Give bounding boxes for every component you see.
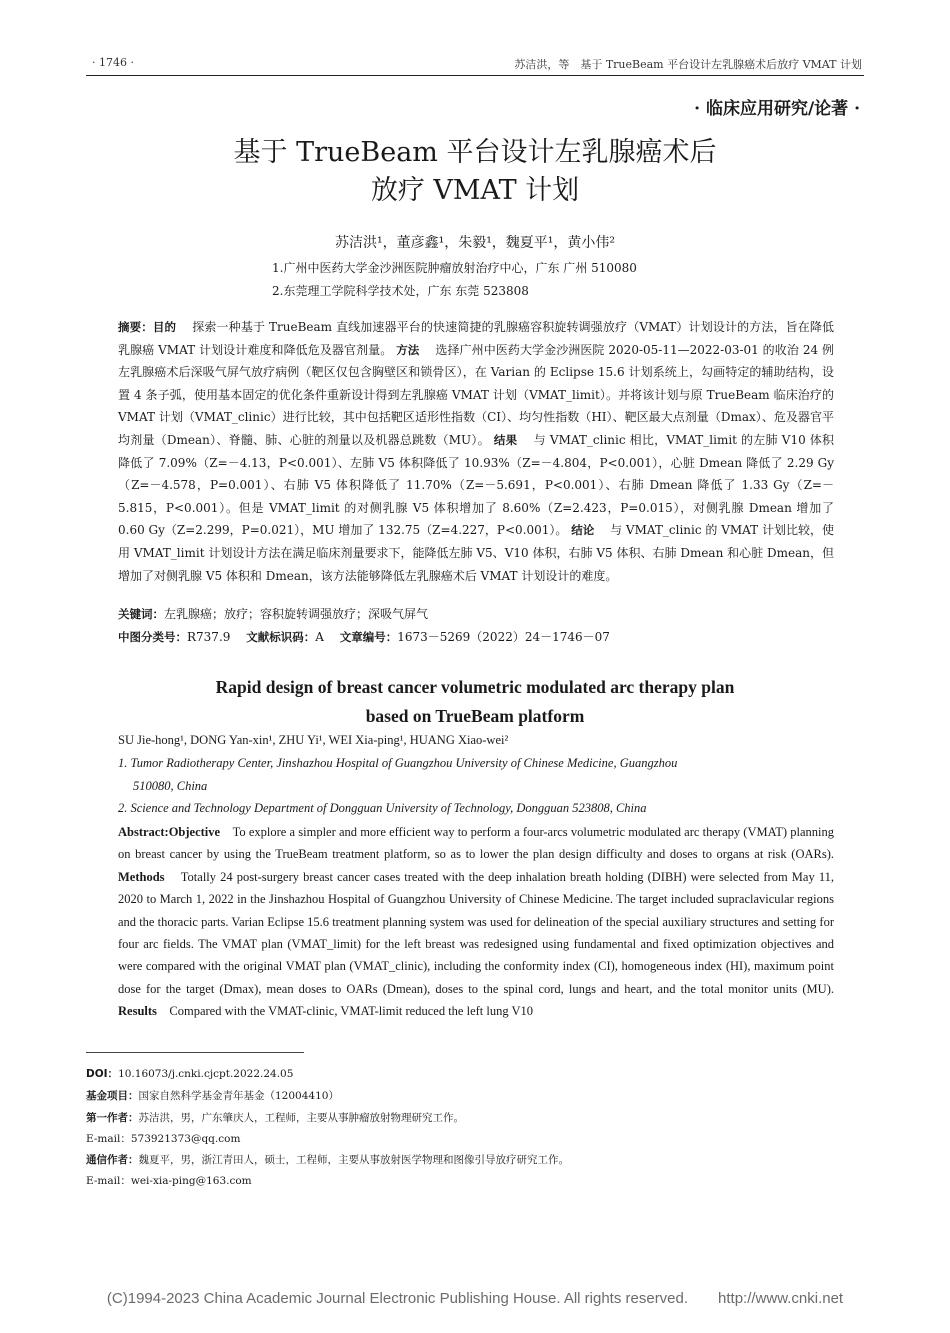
- authors-cn: 苏洁洪¹，董彦鑫¹，朱毅¹，魏夏平¹，黄小伟²: [334, 235, 616, 251]
- footnote-email-2: E-mail：wei-xia-ping@163.com: [86, 1175, 252, 1187]
- objective-label: 目的: [152, 320, 177, 334]
- abstract-cn: [118, 316, 834, 587]
- conclusion-label: 结论: [571, 523, 595, 538]
- article-number: 1673－5269（2022）24－1746－07: [397, 630, 610, 644]
- section-label: · 临床应用研究/论著 ·: [694, 99, 860, 119]
- title-en-line-2: based on TrueBeam platform: [365, 706, 585, 726]
- title-en-line-1: Rapid design of breast cancer volumetric modulated arc therapy plan: [215, 677, 735, 697]
- abstract-en: [118, 821, 834, 1023]
- authors-en: SU Jie-hong¹, DONG Yan-xin¹, ZHU Yi¹, WEI Xia-ping¹, HUANG Xiao-wei²: [118, 733, 509, 747]
- results-en-text: Compared with the VMAT-clinic, VMAT-limit reduced the left lung V10: [169, 1004, 534, 1019]
- affiliation-en-1: 1. Tumor Radiotherapy Center, Jinshazhou Hospital of Guangzhou University of Chinese Medicine, Guangzhou: [118, 756, 678, 770]
- page-number: · 1746 ·: [92, 56, 134, 69]
- copyright-watermark: (C)1994-2023 China Academic Journal Electronic Publishing House. All rights reserved. http://www.cnki.net: [106, 1290, 844, 1307]
- classification-line: 中图分类号：R737.9 文献标识码：A 文章编号：1673－5269（2022）24－1746－07: [118, 630, 610, 644]
- affiliation-en-1-cont: 510080, China: [133, 779, 208, 793]
- keywords-cn: [118, 605, 428, 622]
- footnote-first-author: 第一作者：苏洁洪，男，广东肇庆人，工程师，主要从事肿瘤放射物理研究工作。: [86, 1112, 464, 1124]
- footnote-fund: 基金项目：国家自然科学基金青年基金（12004410）: [86, 1090, 339, 1102]
- doc-code: A: [315, 630, 324, 644]
- footnote-email-1: E-mail：573921373@qq.com: [86, 1133, 241, 1145]
- affiliation-cn-2: 2.东莞理工学院科学技术处，广东 东莞 523808: [272, 284, 529, 298]
- objective-en-text: To explore a simpler and more efficient way to perform a four-arcs volumetric modulated arc therapy (VMAT) planning on breast cancer by using the TrueBeam treatment platform, so as to lower the plan design difficulty and doses to organs at risk (OARs).: [118, 825, 834, 862]
- methods-en-label: Methods: [118, 869, 165, 884]
- results-label: 结果: [493, 432, 518, 447]
- keywords-label: 关键词：: [118, 607, 164, 621]
- affiliation-cn-1: 1.广州中医药大学金沙洲医院肿瘤放射治疗中心，广东 广州 510080: [272, 261, 637, 275]
- results-text: 与 VMAT_clinic 相比，VMAT_limit 的左肺 V10 体积降低了 7.09%（Z=－4.13，P<0.001）、左肺 V5 体积降低了 10.93%（Z=－4.804，P<0.001），心脏 Dmean 降低了 2.29 Gy（Z=－4.578，P=0.001）、右肺 V5 体积降低了 11.70%（Z=－5.691，P<0.001）、右肺 Dmean 降低了 1.33 Gy（Z=－5.815，P<0.001）。但是 VMAT_limit 的对侧乳腺 V5 体积增加了 8.60%（Z=2.423，P=0.015），对侧乳腺 Dmean 增加了 0.60 Gy（Z=2.299，P=0.021），MU 增加了 132.75（Z=4.227，P<0.001）。: [118, 432, 834, 538]
- objective-text: 探索一种基于 TrueBeam 直线加速器平台的快速简捷的乳腺癌容积旋转调强放疗（VMAT）计划设计的方法，旨在降低乳腺癌 VMAT 计划设计难度和降低危及器官剂量。: [118, 320, 835, 357]
- title-cn-line-1: 基于 TrueBeam 平台设计左乳腺癌术后: [233, 137, 717, 168]
- clc-code: R737.9: [187, 630, 231, 644]
- methods-label: 方法: [396, 342, 420, 357]
- conclusion-text: 与 VMAT_clinic 的 VMAT 计划比较，使用 VMAT_limit 计划设计方法在满足临床剂量要求下，能降低左肺 V5、V10 体积，右肺 V5 体积、右肺 Dmean 和心脏 Dmean，但增加了对侧乳腺 V5 体积和 Dmean，该方法能够降低左乳腺癌术后 VMAT 计划设计的难度。: [118, 523, 834, 583]
- objective-en-label: Objective: [168, 825, 221, 839]
- methods-en-text: Totally 24 post-surgery breast cancer cases treated with the deep inhalation breath holding (DIBH) were selected from May 11, 2020 to March 1, 2022 in the Jinshazhou Hospital of Guangzhou University of Chinese Medicine. The target included supraclavicular regions and the thoracic parts. Varian Eclipse 15.6 treatment planning system was used for delineation of the special auxiliary structures and setting for four arc fields. The VMAT plan (VMAT_limit) for the left breast was redesigned using fundamental and fixed optimization objectives and were compared with the original VMAT plan (VMAT_clinic), including the conformity index (CI), homogeneous index (HI), maximum point dose for the target (Dmax), mean doses to OARs (Dmean), doses to the spinal cord, lungs and heart, and the total monitor units (MU).: [118, 869, 834, 996]
- running-title: 苏洁洪，等 基于 TrueBeam 平台设计左乳腺癌术后放疗 VMAT 计划: [514, 58, 862, 71]
- footnote-corresponding-author: 通信作者：魏夏平，男，浙江青田人，硕士，工程师，主要从事放射医学物理和图像引导放疗研究工作。: [86, 1154, 569, 1166]
- abstract-en-label: Abstract:: [118, 825, 169, 839]
- methods-text: 选择广州中医药大学金沙洲医院 2020-05-11—2022-03-01 的收治 24 例左乳腺癌术后深吸气屏气放疗病例（靶区仅包含胸壁区和锁骨区），在 Varian 的 Eclipse 15.6 计划系统上，勾画特定的辅助结构，设置 4 条子弧，使用基本固定的优化条件重新设计得到左乳腺癌 VMAT 计划（VMAT_limit）。并将该计划与原 TrueBeam 临床治疗的 VMAT 计划（VMAT_clinic）进行比较，其中包括靶区适形性指数（CI）、均匀性指数（HI）、靶区最大点剂量（Dmax）、危及器官平均剂量（Dmean）、脊髓、肺、心脏的剂量以及机器总跳数（MU）。: [118, 342, 834, 447]
- keywords-value: 左乳腺癌；放疗；容积旋转调强放疗；深吸气屏气: [164, 607, 429, 621]
- header-rule: [86, 75, 864, 76]
- results-en-label: Results: [118, 1004, 157, 1019]
- title-cn-line-2: 放疗 VMAT 计划: [370, 175, 580, 206]
- footnote-rule: [86, 1052, 304, 1053]
- affiliation-en-2: 2. Science and Technology Department of Dongguan University of Technology, Dongguan 523808, China: [118, 801, 647, 815]
- footnote-doi: DOI：10.16073/j.cnki.cjcpt.2022.24.05: [86, 1068, 294, 1080]
- abstract-cn-label: 摘要：: [118, 320, 153, 334]
